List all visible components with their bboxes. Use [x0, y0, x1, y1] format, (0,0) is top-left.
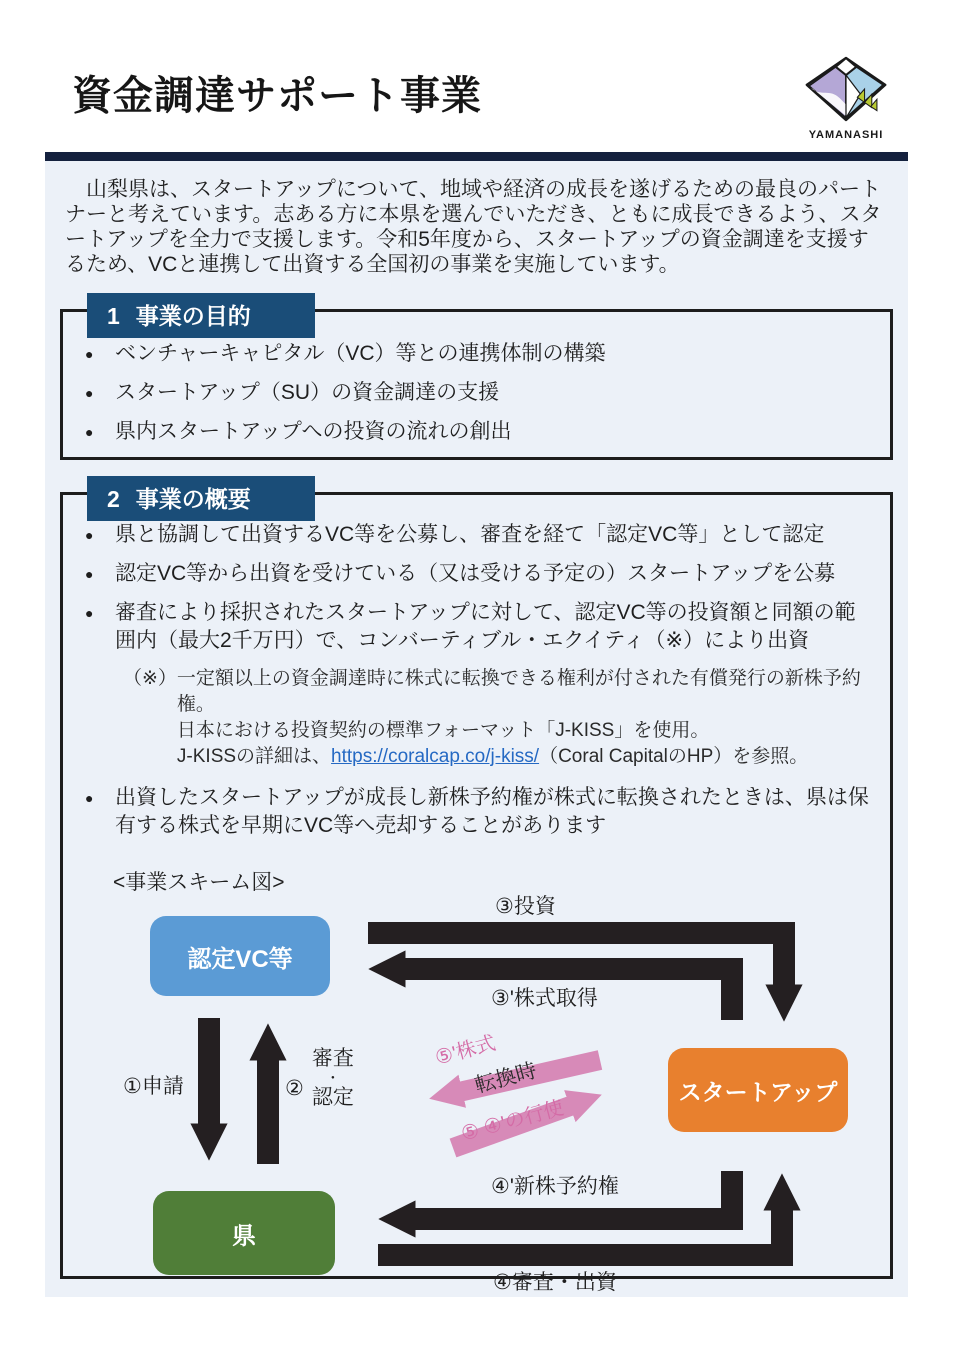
label-stock: ⑤'株式: [432, 1032, 499, 1070]
label-warrant: ④'新株予約権: [491, 1175, 619, 1198]
yamanashi-logo-icon: [804, 56, 888, 122]
bullet-text: ベンチャーキャピタル（VC）等との連携体制の構築: [115, 342, 606, 365]
note-line: 日本における投資契約の標準フォーマット「J-KISS」を使用。: [176, 720, 710, 741]
bullet-icon: ●: [85, 605, 94, 621]
label-apply: ①申請: [123, 1075, 184, 1098]
section-title: 事業の概要: [135, 486, 251, 512]
label-review-certify: [285, 1046, 354, 1110]
label-stock-acquire: ③'株式取得: [491, 987, 598, 1010]
section-purpose-header: [87, 293, 315, 338]
note-line: （Coral CapitalのHP）を参照。: [539, 746, 809, 767]
note-prefix: （※）: [123, 668, 177, 689]
list-item: [85, 379, 870, 407]
section-number: 2: [107, 486, 120, 512]
yamanashi-logo: [798, 56, 894, 141]
header-divider: [45, 152, 908, 161]
bullet-text: 審査により採択されたスタートアップに対して、認定VC等の投資額と同額の範囲内（最大2千万円）で、コンバーティブル・エクイティ（※）により出資: [115, 601, 856, 652]
list-item: [85, 560, 870, 588]
label-review-line: 認定: [311, 1086, 354, 1109]
bullet-text: 県内スタートアップへの投資の流れの創出: [115, 420, 512, 443]
label-review-stack: [312, 1046, 354, 1110]
bullet-icon: ●: [85, 424, 94, 440]
bullet-icon: ●: [85, 385, 94, 401]
note-line: J-KISSの詳細は、: [176, 746, 332, 767]
intro-paragraph: 山梨県は、スタートアップについて、地域や経済の成長を遂げるための最良のパートナーと考えています。志ある方に本県を選んでいただき、ともに成長できるよう、スタートアップを全力で支援します。令和5年度から、スタートアップの資金調達を支援するため、VCと連携して出資する全国初の事業を実施しています。: [65, 178, 882, 276]
list-item: [85, 418, 870, 446]
node-certified-vc: 認定VC等: [150, 916, 330, 996]
label-review-line: 審査: [311, 1047, 354, 1070]
bullet-icon: ●: [85, 790, 94, 806]
bullet-text: 県と協調して出資するVC等を公募し、審査を経て「認定VC等」として認定: [115, 523, 825, 546]
label-invest: ③投資: [495, 895, 556, 918]
page-title: 資金調達サポート事業: [72, 74, 482, 118]
label-conversion: 転換時: [472, 1059, 540, 1098]
section-overview: [60, 486, 893, 1294]
section-overview-header: [87, 476, 315, 521]
list-item: [85, 599, 870, 655]
logo-text: YAMANASHI: [808, 129, 884, 141]
list-item: [85, 340, 870, 368]
label-review-invest: ④審査・出資: [493, 1271, 617, 1294]
content-area: [45, 161, 908, 1297]
section-number: 1: [107, 303, 120, 329]
list-item: [85, 521, 870, 549]
bullet-icon: ●: [85, 566, 94, 582]
section-purpose: [60, 303, 893, 460]
bullet-icon: ●: [85, 527, 94, 543]
section-title: 事業の目的: [135, 303, 251, 329]
bullet-text: 出資したスタートアップが成長し新株予約権が株式に転換されたときは、県は保有する株式を早期にVC等へ売却することがあります: [115, 786, 869, 837]
diagram-caption: <事業スキーム図>: [113, 871, 285, 894]
label-review-dot: ・: [325, 1070, 340, 1086]
label-review-number: ②: [285, 1077, 304, 1100]
label-exercise: ⑤ ④'の行使: [458, 1097, 567, 1146]
list-item: [85, 784, 870, 840]
node-prefecture: 県: [153, 1191, 335, 1275]
node-startup: スタートアップ: [668, 1048, 848, 1132]
bullet-icon: ●: [85, 346, 94, 362]
scheme-diagram: [63, 858, 890, 1303]
note-body: [177, 666, 874, 770]
note-line: 一定額以上の資金調達時に株式に転換できる権利が付された有償発行の新株予約権。: [176, 668, 861, 715]
jkiss-link[interactable]: https://coralcap.co/j-kiss/: [331, 746, 540, 767]
bullet-text: 認定VC等から出資を受けている（又は受ける予定の）スタートアップを公募: [115, 562, 836, 585]
overview-bullet-list-2: [63, 782, 890, 840]
page-header: [0, 0, 954, 152]
jkiss-note: [123, 666, 874, 770]
bullet-text: スタートアップ（SU）の資金調達の支援: [115, 381, 500, 404]
